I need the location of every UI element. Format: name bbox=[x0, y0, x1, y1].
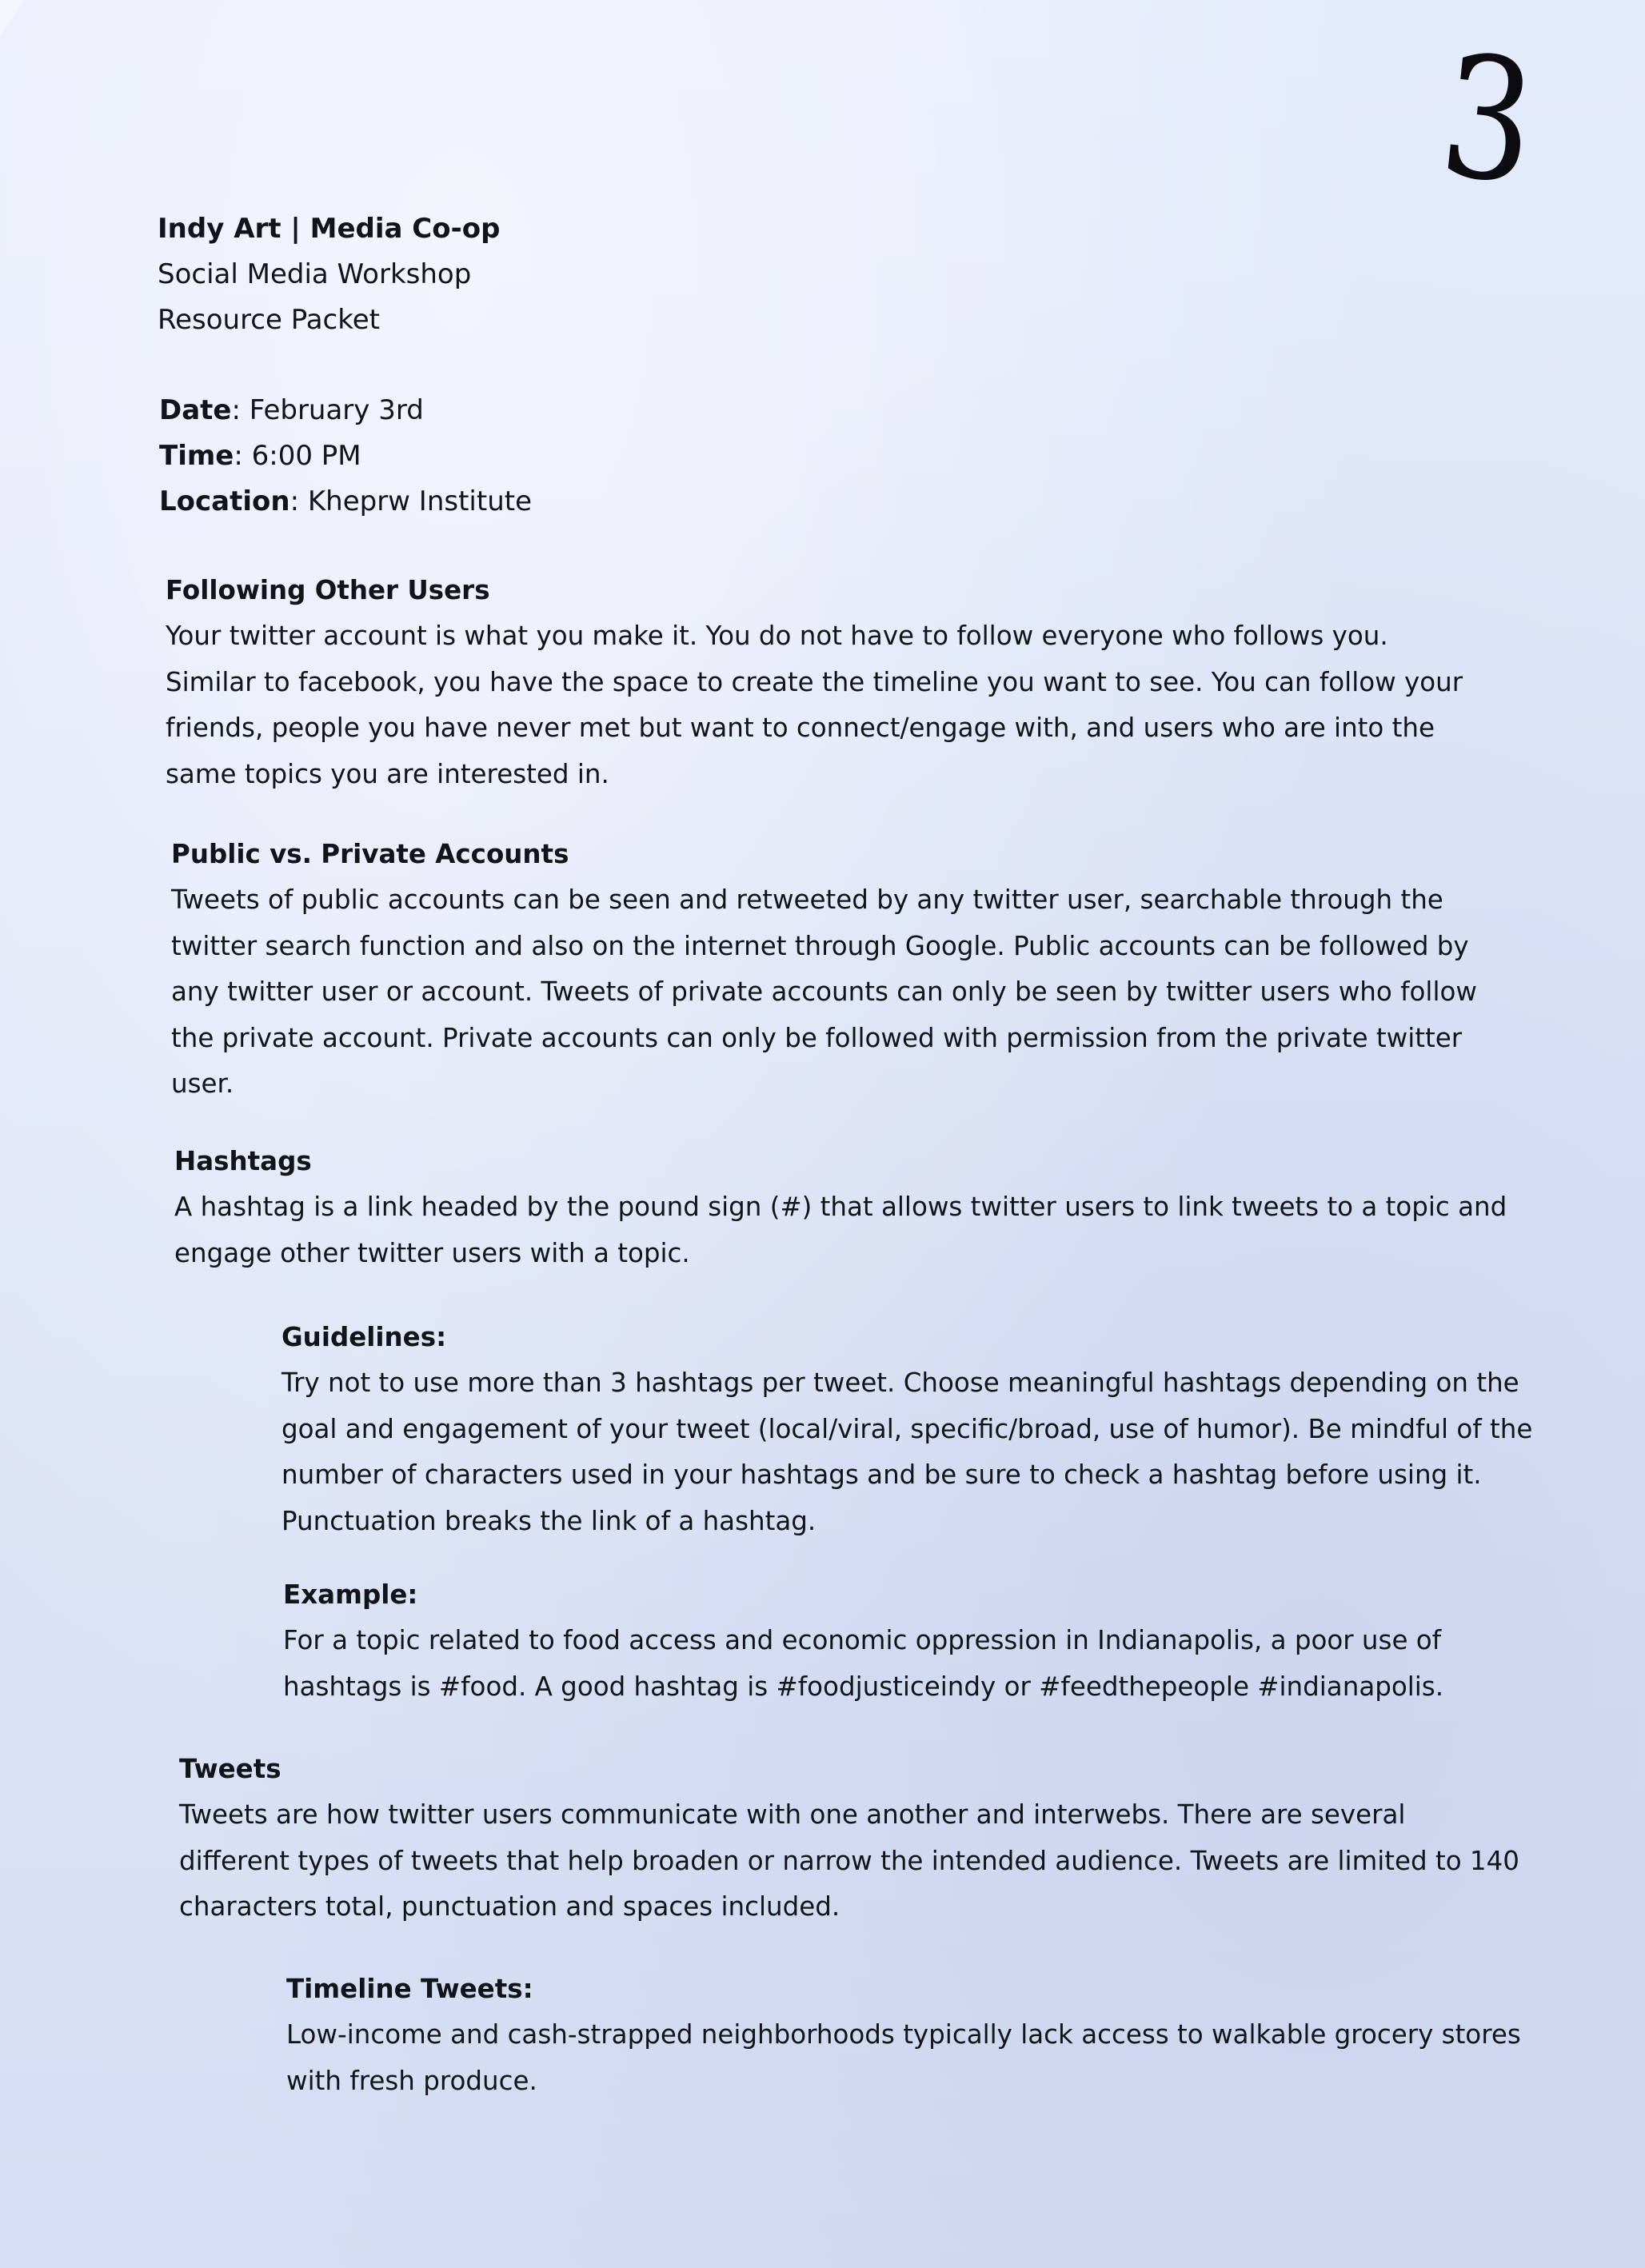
subsection-guidelines bbox=[281, 1315, 1545, 1544]
section-following bbox=[166, 568, 1485, 797]
org-name: Indy Art | Media Co-op bbox=[158, 213, 501, 245]
section-body: Tweets are how twitter users communicate with one another and interwebs. There are several different types of tweets that help broaden or narrow the intended audience. Tweets are limited to 140 characters total, punctuation and spaces included. bbox=[179, 1799, 1519, 1922]
location-value: : Kheprw Institute bbox=[289, 485, 532, 517]
section-heading: Tweets bbox=[179, 1754, 281, 1784]
section-body: Your twitter account is what you make it. You do not have to follow everyone who follows you. Similar to facebook, you have the space to create the timeline you want to see. You can follow your friends, people you have never met but want to connect/engage with, and users who are into the same topics you are interested in. bbox=[166, 621, 1463, 789]
subsection-timeline-tweets bbox=[286, 1967, 1566, 2104]
subsection-heading: Example: bbox=[283, 1579, 418, 1610]
section-hashtags bbox=[174, 1139, 1534, 1276]
section-body: Tweets of public accounts can be seen and retweeted by any twitter user, searchable through the twitter search function and also on the internet through Google. Public accounts can be followed by any twitter user or account. Tweets of private accounts can only be seen by twitter users who follow the private account. Private accounts can only be followed with permission from the private twitter user. bbox=[171, 884, 1477, 1099]
location-label: Location bbox=[159, 485, 290, 517]
event-details bbox=[159, 388, 719, 525]
section-heading: Hashtags bbox=[174, 1146, 312, 1176]
subsection-body: Low-income and cash-strapped neighborhoods typically lack access to walkable grocery stores with fresh produce. bbox=[286, 2019, 1521, 2096]
subsection-heading: Guidelines: bbox=[281, 1322, 447, 1352]
location-row bbox=[159, 479, 719, 525]
section-heading: Public vs. Private Accounts bbox=[171, 839, 569, 869]
time-value: : 6:00 PM bbox=[234, 440, 361, 472]
workshop-title: Social Media Workshop bbox=[158, 258, 472, 290]
subsection-body: Try not to use more than 3 hashtags per tweet. Choose meaningful hashtags depending on the goal and engagement of your tweet (local/viral, specific/broad, use of humor). Be mindful of the number of characters used in your hashtags and be sure to check a hashtag before using it. Punctuation breaks the link of a hashtag. bbox=[281, 1368, 1533, 1536]
packet-subtitle: Resource Packet bbox=[158, 304, 380, 336]
time-label: Time bbox=[159, 440, 234, 472]
subsection-example bbox=[283, 1572, 1547, 1710]
document-header bbox=[158, 206, 717, 343]
subsection-heading: Timeline Tweets: bbox=[286, 1974, 533, 2004]
folded-corner bbox=[0, 0, 24, 37]
section-heading: Following Other Users bbox=[166, 575, 490, 605]
handwritten-page-number: 3 bbox=[1432, 18, 1543, 222]
section-tweets bbox=[179, 1747, 1523, 1931]
time-row bbox=[159, 433, 719, 479]
date-value: : February 3rd bbox=[231, 394, 424, 426]
subsection-body: For a topic related to food access and economic oppression in Indianapolis, a poor use of hashtags is #food. A good hashtag is #foodjusticeindy or #feedthepeople #indianapolis. bbox=[283, 1625, 1444, 1702]
date-row bbox=[159, 388, 719, 433]
date-label: Date bbox=[159, 394, 232, 426]
section-public-private bbox=[171, 832, 1491, 1108]
section-body: A hashtag is a link headed by the pound sign (#) that allows twitter users to link tweets to a topic and engage other twitter users with a topic. bbox=[174, 1192, 1507, 1268]
